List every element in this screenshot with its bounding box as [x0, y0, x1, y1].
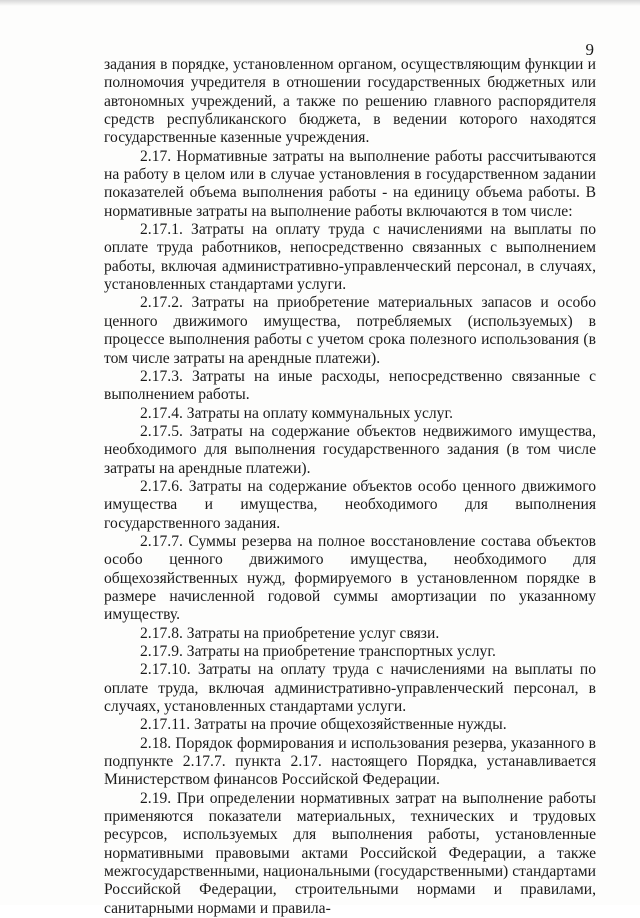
paragraph-2-17-5: 2.17.5. Затраты на содержание объектов недвижимого имущества, необходимого для выполнения государственного задания (в том числе затраты на арендные платежи). [104, 422, 596, 477]
paragraph-2-17-7: 2.17.7. Суммы резерва на полное восстановление состава объектов особо ценного движимого имущества, необходимого для общехозяйственных нужд, формируемого в установленном порядке в размере начисленной годовой суммы амортизации по указанному имуществу. [104, 532, 596, 624]
paragraph-2-19: 2.19. При определении нормативных затрат на выполнение работы применяются показатели материальных, технических и трудовых ресурсов, используемых для выполнения работы, установленные нормативными правовыми актами Российской Федерации, а также межгосударственными, национальными (государственными) стандартами Российской Федерации, строительными нормами и правилами, санитарными нормами и правила- [104, 789, 596, 917]
paragraph-2-17-1: 2.17.1. Затраты на оплату труда с начислениями на выплаты по оплате труда работников, непосредственно связанных с выполнением работы, включая административно-управленческий персонал, в случаях, установленных стандартами услуги. [104, 221, 596, 294]
paragraph-2-18: 2.18. Порядок формирования и использования резерва, указанного в подпункте 2.17.7. пункта 2.17. настоящего Порядка, устанавливается Министерством финансов Российской Федерации. [104, 734, 596, 789]
paragraph-2-17-9: 2.17.9. Затраты на приобретение транспортных услуг. [140, 643, 496, 660]
paragraph-0: задания в порядке, установленном органом, осуществляющим функции и полномочия учредителя в отношении государственных бюджетных или автономных учреждений, а также по решению главного распорядителя средств республиканского бюджета, в ведении которого находятся государственные казенные учреждения. [104, 56, 596, 147]
paragraph-2-17-4: 2.17.4. Затраты на оплату коммунальных услуг. [140, 404, 453, 422]
scan-edge [0, 0, 640, 6]
paragraph-2-17-6: 2.17.6. Затраты на содержание объектов особо ценного движимого имущества и имущества, необходимого для выполнения государственного задания. [104, 477, 596, 532]
paragraph-2-17-11: 2.17.11. Затраты на прочие общехозяйственные нужды. [140, 716, 507, 734]
paragraph-2-17: 2.17. Нормативные затраты на выполнение работы рассчитываются на работу в целом или в случае установления в государственном задании показателей объема выполнения работы - на единицу объема работы. В нормативные затраты на выполнение работы включаются в том числе: [104, 147, 596, 220]
paragraph-2-17-2: 2.17.2. Затраты на приобретение материальных запасов и особо ценного движимого имущества, потребляемых (используемых) в процессе выполнения работы с учетом срока полезного использования (в том числе затраты на арендные платежи). [104, 294, 596, 367]
document-body [104, 56, 596, 918]
page-number: 9 [585, 40, 594, 59]
paragraph-2-17-8: 2.17.8. Затраты на приобретение услуг связи. [140, 624, 440, 642]
paragraph-2-17-3: 2.17.3. Затраты на иные расходы, непосредственно связанные с выполнением работы. [104, 367, 596, 404]
paragraph-2-17-10: 2.17.10. Затраты на оплату труда с начислениями на выплаты по оплате труда, включая административно-управленческий персонал, в случаях, установленных стандартами услуги. [104, 661, 596, 716]
